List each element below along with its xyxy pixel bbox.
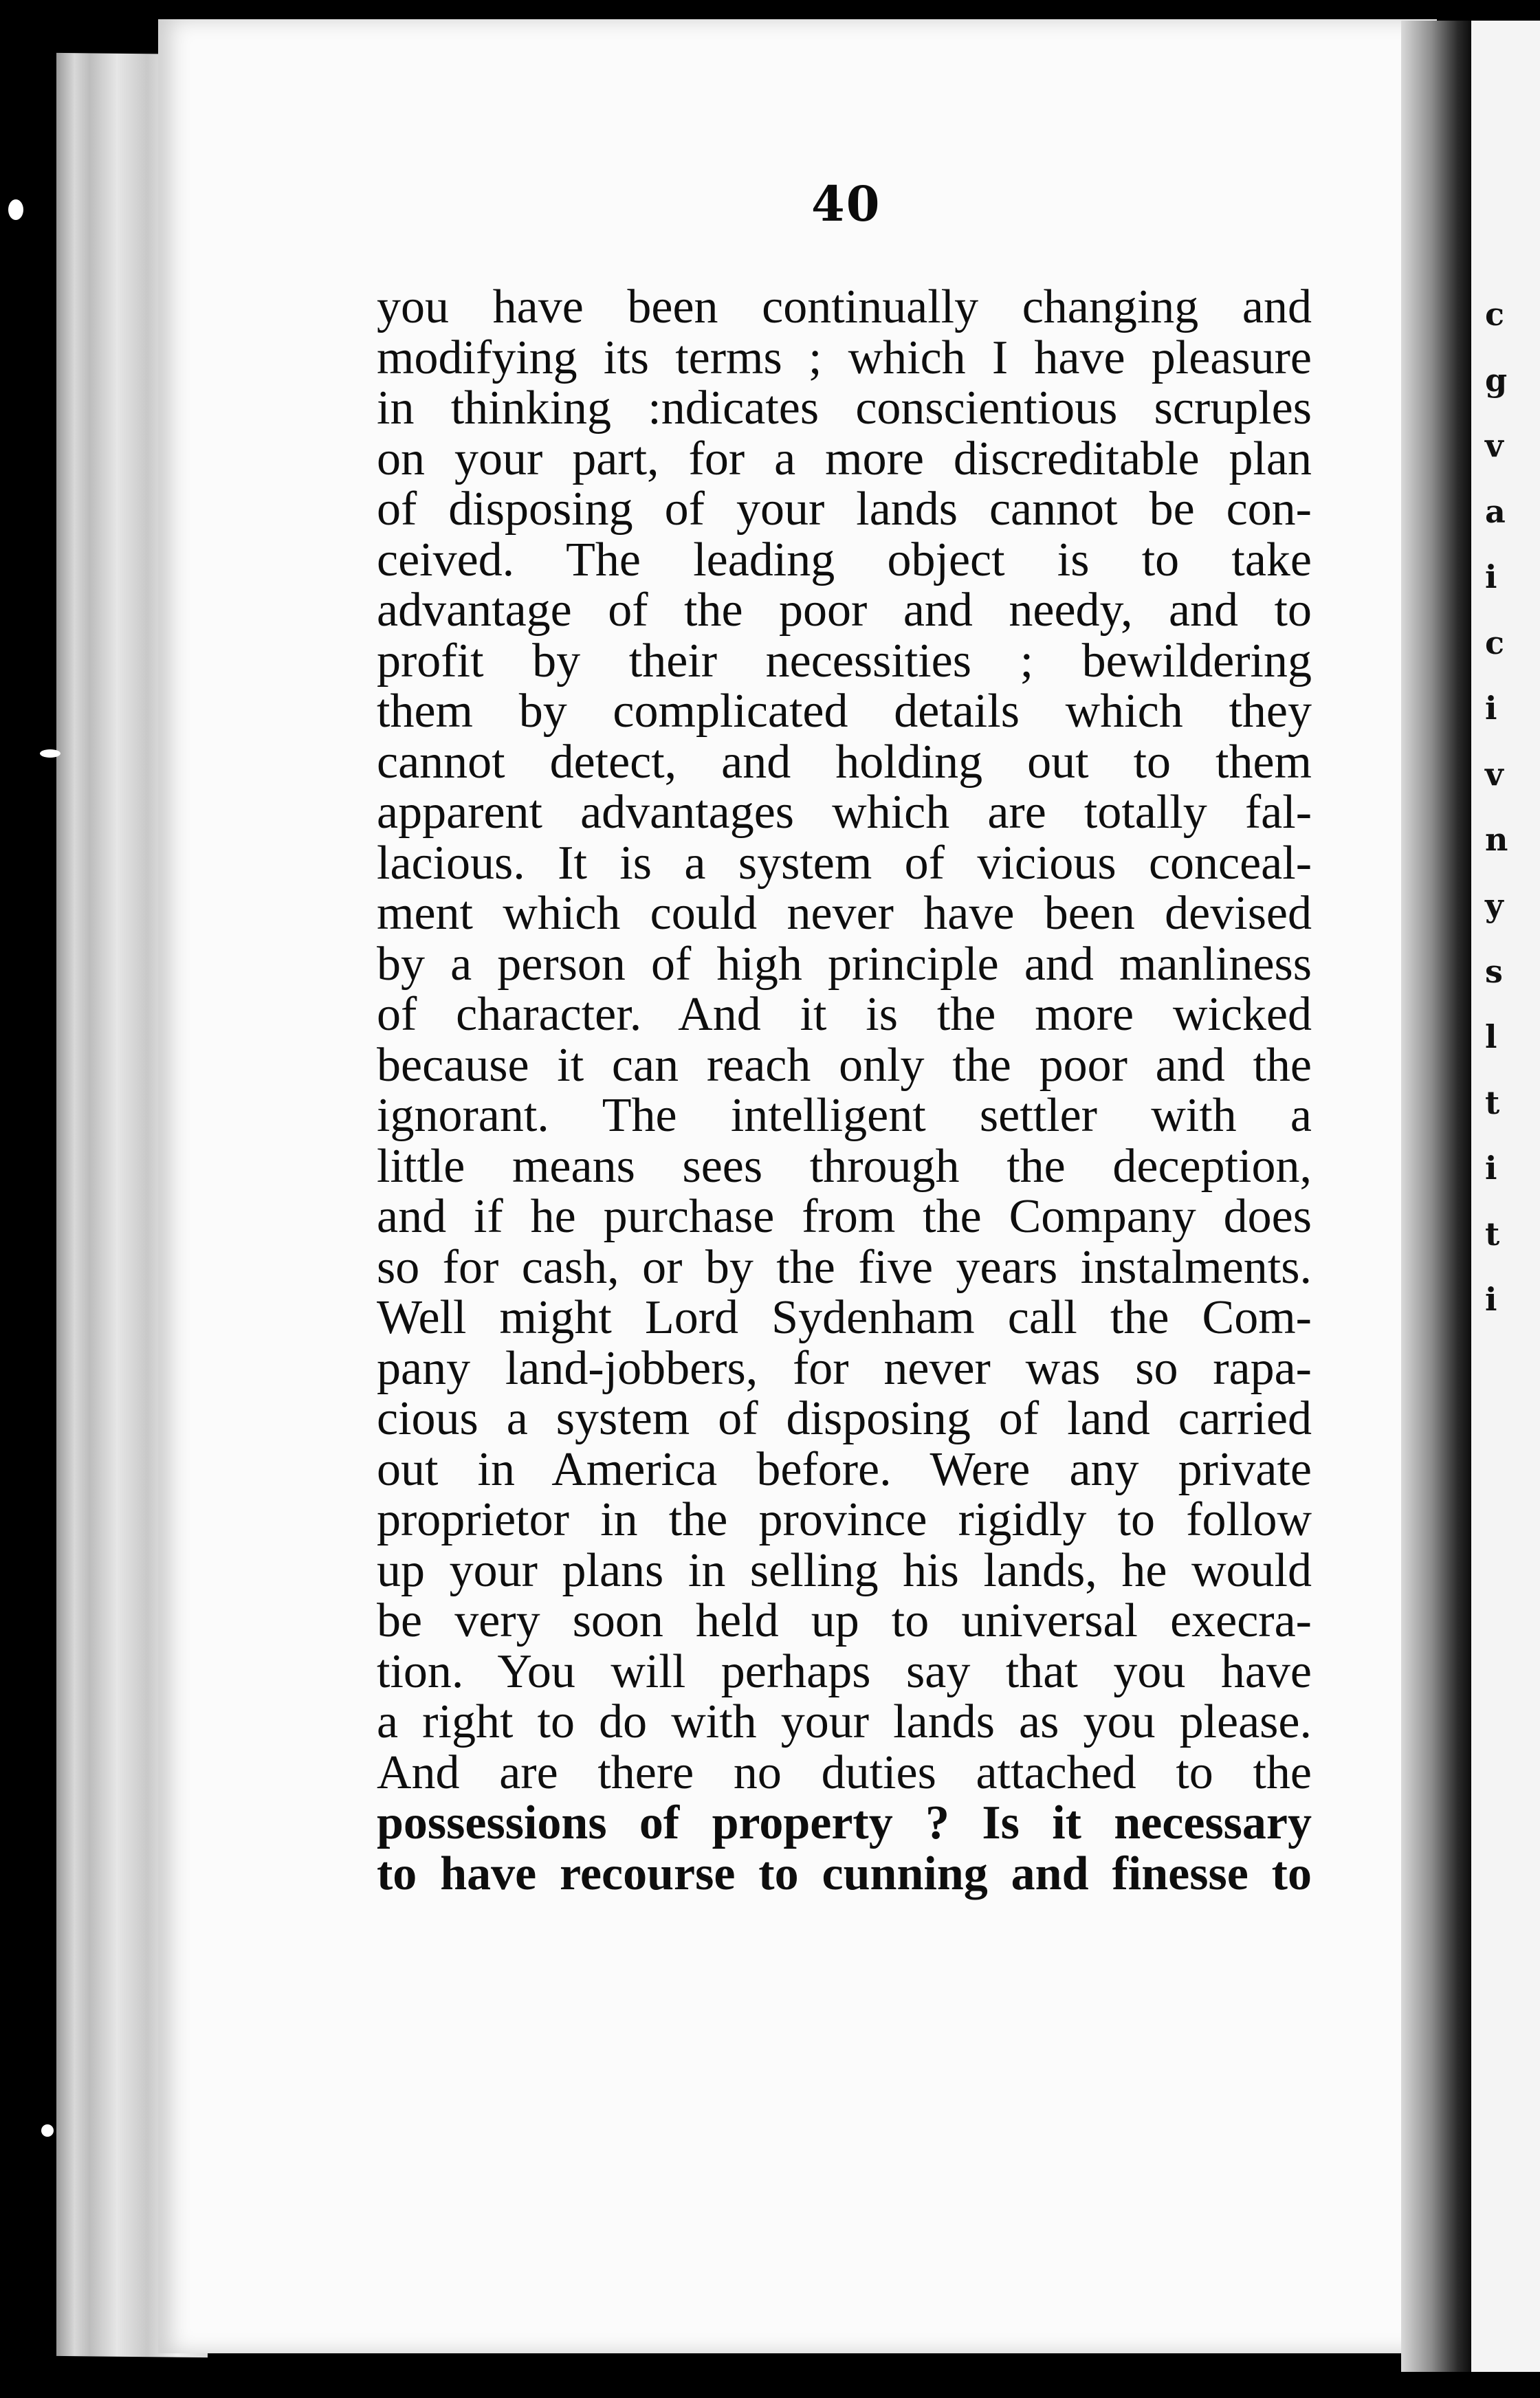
text-line: ceived. The leading object is to take (377, 533, 1312, 586)
text-line: on your part, for a more discreditable plan (377, 432, 1312, 485)
text-line: you have been continually changing and (377, 280, 1312, 333)
text-line: a right to do with your lands as you please. (377, 1695, 1312, 1748)
text-line: cannot detect, and holding out to them (377, 735, 1312, 789)
gutter-shadow (1401, 21, 1477, 2372)
facing-page-fragment: a (1485, 492, 1506, 530)
text-line: up your plans in selling his lands, he would (377, 1543, 1312, 1597)
body-text (377, 282, 1312, 1899)
facing-page-fragment: n (1485, 821, 1508, 859)
text-line: apparent advantages which are totally fal- (377, 786, 1312, 839)
text-line: because it can reach only the poor and the (377, 1038, 1312, 1092)
text-line: little means sees through the deception, (377, 1139, 1312, 1193)
text-line: them by complicated details which they (377, 685, 1312, 738)
text-line: of character. And it is the more wicked (377, 988, 1312, 1041)
facing-page-fragment: y (1485, 886, 1504, 924)
text-line: ment which could never have been devised (377, 887, 1312, 940)
text-line: so for cash, or by the five years instalments. (377, 1240, 1312, 1294)
facing-page-fragment: v (1485, 427, 1504, 465)
facing-page (1471, 21, 1540, 2372)
text-line: ignorant. The intelligent settler with a (377, 1089, 1312, 1142)
text-line: And are there no duties attached to the (377, 1746, 1312, 1799)
text-line: tion. You will perhaps say that you have (377, 1644, 1312, 1698)
text-line: by a person of high principle and manliness (377, 937, 1312, 991)
text-line: and if he purchase from the Company does (377, 1190, 1312, 1243)
scan-speck (8, 199, 23, 220)
text-line: modifying its terms ; which I have pleasure (377, 331, 1312, 384)
facing-page-fragment: i (1485, 1150, 1497, 1187)
facing-page-fragment: i (1485, 690, 1497, 727)
facing-page-fragment: i (1485, 558, 1497, 596)
facing-page-fragment: c (1485, 624, 1505, 661)
text-line: possessions of property ? Is it necessary (377, 1796, 1312, 1849)
text-line: proprietor in the province rigidly to follow (377, 1493, 1312, 1546)
text-line: Well might Lord Sydenham call the Com- (377, 1291, 1312, 1344)
text-line: to have recourse to cunning and finesse to (377, 1847, 1312, 1900)
text-line: cious a system of disposing of land carried (377, 1392, 1312, 1445)
facing-page-fragment: l (1485, 1018, 1497, 1056)
page-number: 40 (811, 175, 881, 232)
facing-page-fragment: c (1485, 296, 1505, 333)
text-line: pany land-jobbers, for never was so rapa- (377, 1341, 1312, 1395)
scan-speck (40, 749, 60, 758)
text-line: be very soon held up to universal execra- (377, 1594, 1312, 1647)
facing-page-fragment: t (1485, 1084, 1500, 1121)
facing-page-fragment: g (1485, 361, 1508, 399)
text-line: lacious. It is a system of vicious conceal- (377, 836, 1312, 890)
text-line: of disposing of your lands cannot be con- (377, 483, 1312, 536)
text-line: in thinking :ndicates conscientious scruples (377, 382, 1312, 434)
text-line: advantage of the poor and needy, and to (377, 584, 1312, 637)
facing-page-fragment: i (1485, 1281, 1497, 1319)
facing-page-fragment: v (1485, 755, 1504, 793)
text-line: profit by their necessities ; bewildering (377, 634, 1312, 688)
text-line: out in America before. Were any private (377, 1442, 1312, 1496)
facing-page-fragment: s (1485, 952, 1503, 990)
facing-page-fragment: t (1485, 1215, 1500, 1253)
scan-speck (41, 2124, 54, 2137)
